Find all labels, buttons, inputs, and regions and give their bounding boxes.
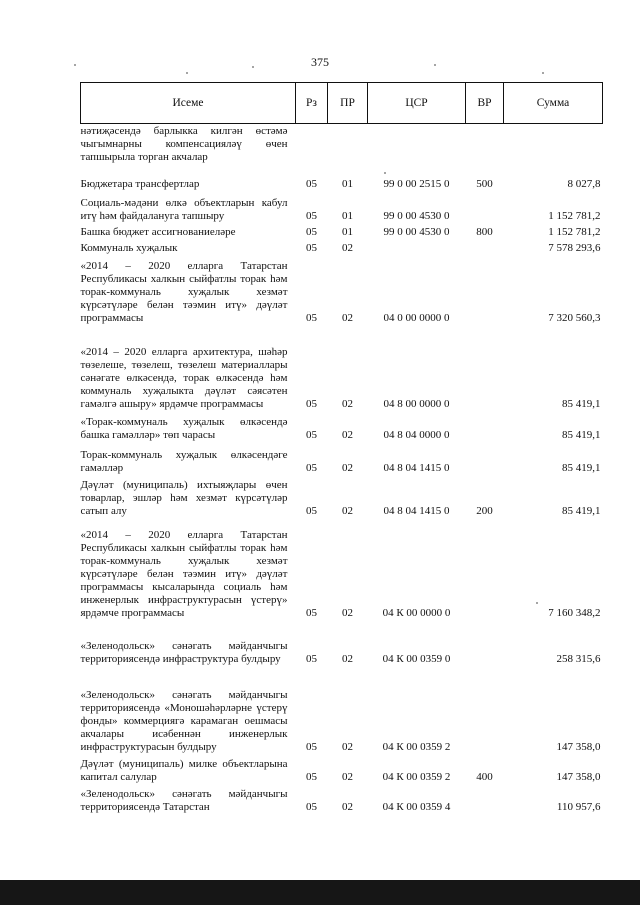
- row-pr: 02: [342, 607, 353, 619]
- row-pr: 02: [342, 505, 353, 517]
- table-row: [81, 164, 603, 191]
- row-vr: [466, 124, 504, 165]
- row-rz: 05: [306, 210, 317, 222]
- row-name: «Зеленодольск» сәнәгать мәйданчыгы территориясендә Татарстан: [80, 788, 288, 813]
- budget-table: [80, 82, 603, 814]
- row-sum: 7 160 348,2: [548, 607, 601, 619]
- row-csr: 04 К 00 0359 4: [382, 801, 451, 813]
- row-vr: [466, 666, 504, 754]
- row-pr: [328, 124, 368, 165]
- row-rz: [296, 124, 328, 165]
- header-pr: ПР: [328, 83, 368, 124]
- row-pr: 01: [342, 178, 353, 190]
- row-rz: 05: [306, 505, 317, 517]
- row-csr: 99 0 00 2515 0: [383, 178, 450, 190]
- row-name: «Торак-коммуналь хуҗалык өлкәсендә башка гамәлләр» төп чарасы: [80, 416, 288, 441]
- scan-bottom-edge: [0, 880, 640, 905]
- row-name: нәтиҗәсендә барлыкка килгән өстәмә чыгымнарны компенсацияләү өчен тапшырыла торган акчалар: [80, 125, 288, 163]
- row-name: Дәүләт (муниципаль) ихтыяҗлары өчен товарлар, эшләр һәм хезмәт күрсәтүләр сатып алу: [80, 479, 288, 517]
- row-csr: 04 К 00 0359 2: [382, 771, 451, 783]
- row-name: Торак-коммуналь хуҗалык өлкәсендәге гамәлләр: [80, 449, 288, 474]
- row-sum: 7 578 293,6: [548, 242, 601, 254]
- page-number: 375: [311, 55, 329, 69]
- row-rz: 05: [306, 242, 317, 254]
- row-sum: 85 419,1: [562, 462, 601, 474]
- row-rz: 05: [306, 462, 317, 474]
- row-rz: 05: [306, 429, 317, 441]
- row-csr: 04 К 00 0359 0: [382, 653, 451, 665]
- table-row: [81, 754, 603, 784]
- row-name: Башка бюджет ассигнованиеләре: [80, 226, 236, 238]
- row-rz: 05: [306, 312, 317, 324]
- table-row: [81, 411, 603, 442]
- row-rz: 05: [306, 653, 317, 665]
- row-sum: 1 152 781,2: [548, 226, 601, 238]
- header-rz: Рз: [296, 83, 328, 124]
- scan-speck: [542, 72, 544, 74]
- header-vr: ВР: [466, 83, 504, 124]
- row-pr: 02: [342, 242, 353, 254]
- row-name: «2014 – 2020 елларга Татарстан Республикасы халкын сыйфатлы торак һәм торак-коммуналь хуҗалык хезмәт күрсәтүләре белән тәэмин итү» дәүләт программасы: [80, 260, 288, 324]
- row-sum: 1 152 781,2: [548, 210, 601, 222]
- row-pr: 02: [342, 741, 353, 753]
- table-row: [81, 255, 603, 325]
- row-vr: 500: [476, 178, 493, 190]
- table-row: [81, 124, 603, 165]
- row-sum: 110 957,6: [556, 801, 601, 813]
- row-csr: [368, 239, 466, 255]
- row-sum: 85 419,1: [562, 505, 601, 517]
- row-csr: 04 8 00 0000 0: [383, 398, 450, 410]
- row-vr: [466, 620, 504, 666]
- row-csr: 04 8 04 0000 0: [383, 429, 450, 441]
- row-pr: 02: [342, 801, 353, 813]
- row-vr: [466, 191, 504, 223]
- row-name: Коммуналь хуҗалык: [80, 242, 178, 254]
- row-pr: 02: [342, 398, 353, 410]
- row-sum: 147 358,0: [556, 771, 601, 783]
- row-pr: 02: [342, 312, 353, 324]
- row-name: «2014 – 2020 елларга Татарстан Республикасы халкын сыйфатлы торак һәм торак-коммуналь хуҗалык хезмәт күрсәтүләре белән тәэмин итү» дәүләт программасы кысаларында социаль һәм инженерлык инфраструктурасын үстерү» ярдәмче программасы: [80, 529, 288, 619]
- row-rz: 05: [306, 178, 317, 190]
- table-row: [81, 620, 603, 666]
- row-sum: 258 315,6: [556, 653, 601, 665]
- row-vr: 400: [476, 771, 493, 783]
- row-name: Дәүләт (муниципаль) милке объектларына капитал салулар: [80, 758, 288, 783]
- row-pr: 02: [342, 429, 353, 441]
- row-vr: [466, 784, 504, 814]
- row-pr: 01: [342, 210, 353, 222]
- row-csr: 99 0 00 4530 0: [383, 210, 450, 222]
- row-csr: [368, 124, 466, 165]
- row-rz: 05: [306, 771, 317, 783]
- table-row: [81, 475, 603, 518]
- row-rz: 05: [306, 741, 317, 753]
- row-sum: 147 358,0: [556, 741, 601, 753]
- header-name: Исеме: [81, 83, 296, 124]
- row-sum: 8 027,8: [567, 178, 601, 190]
- row-vr: [466, 518, 504, 620]
- header-sum: Сумма: [504, 83, 603, 124]
- row-sum: 85 419,1: [562, 429, 601, 441]
- row-vr: [466, 442, 504, 475]
- row-name: Бюджетара трансфертлар: [80, 178, 200, 190]
- row-vr: 800: [476, 226, 493, 238]
- row-vr: 200: [476, 505, 493, 517]
- row-csr: 04 К 00 0359 2: [382, 741, 451, 753]
- row-csr: 04 8 04 1415 0: [383, 505, 450, 517]
- scan-speck: [434, 64, 436, 66]
- row-csr: 99 0 00 4530 0: [383, 226, 450, 238]
- row-name: Социаль-мәдәни өлкә объектларын кабул итү һәм файдалануга тапшыру: [80, 197, 288, 222]
- row-name: «Зеленодольск» сәнәгать мәйданчыгы территориясендә инфраструктура булдыру: [80, 640, 288, 665]
- row-csr: 04 8 04 1415 0: [383, 462, 450, 474]
- row-rz: 05: [306, 398, 317, 410]
- row-pr: 02: [342, 771, 353, 783]
- table-row: [81, 191, 603, 223]
- row-rz: 05: [306, 801, 317, 813]
- table-row: [81, 223, 603, 239]
- row-rz: 05: [306, 607, 317, 619]
- row-pr: 02: [342, 653, 353, 665]
- table-row: [81, 666, 603, 754]
- row-name: «2014 – 2020 елларга архитектура, шәһәр төзелеше, төзелеш, төзелеш материаллары сәнәгате өлкәсендә, торак өлкәсендә һәм коммуналь хуҗалыкта дәүләт сәясәтен гамәлгә ашыру» ярдәмче программасы: [80, 346, 288, 410]
- header-csr: ЦСР: [368, 83, 466, 124]
- scan-speck: [186, 72, 188, 74]
- row-rz: 05: [306, 226, 317, 238]
- table-row: [81, 784, 603, 814]
- row-vr: [466, 411, 504, 442]
- row-pr: 01: [342, 226, 353, 238]
- table-header-row: [81, 83, 603, 124]
- row-pr: 02: [342, 462, 353, 474]
- row-sum: [504, 124, 603, 165]
- scan-speck: [252, 66, 254, 68]
- scan-speck: [74, 64, 76, 66]
- table-row: [81, 518, 603, 620]
- row-name: «Зеленодольск» сәнәгать мәйданчыгы территориясендә «Моношәһәрләрне үстерү фонды» коммерциягә карамаган оешмасы акчалары исәбеннән инженерлык инфраструктурасын булдыру: [80, 689, 288, 753]
- row-vr: [466, 239, 504, 255]
- table-row: [81, 442, 603, 475]
- row-vr: [466, 255, 504, 325]
- row-vr: [466, 325, 504, 411]
- row-csr: 04 0 00 0000 0: [383, 312, 450, 324]
- table-row: [81, 325, 603, 411]
- table-row: [81, 239, 603, 255]
- row-sum: 7 320 560,3: [548, 312, 601, 324]
- row-sum: 85 419,1: [562, 398, 601, 410]
- row-csr: 04 К 00 0000 0: [382, 607, 451, 619]
